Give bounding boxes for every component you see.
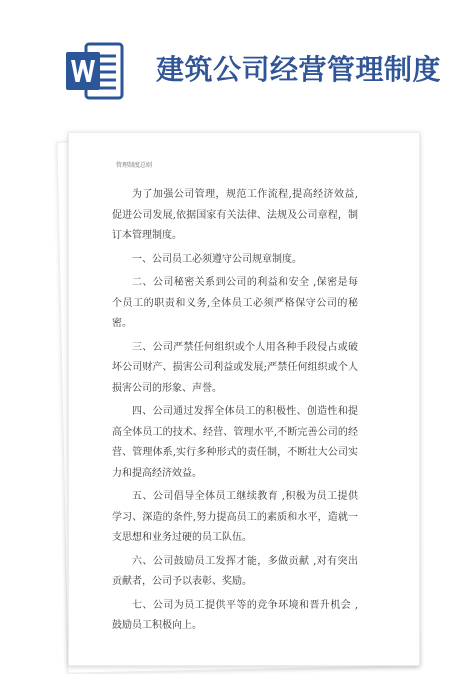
paragraph-7: 七、公司为员工提供平等的竞争环境和晋升机会 ,鼓励员工积极向上。: [112, 599, 358, 631]
paragraph-4: 四、公司通过发挥全体员工的积极性、创造性和提高全体员工的技术、经营、管理水平,不断完善公司的经营、管理体系,实行多种形式的责任制，不断壮大公司实力和提高经济效益。: [112, 406, 358, 479]
paragraph-6: 六、公司鼓励员工发挥才能，多做贡献 ,对有突出贡献者，公司予以表彰、奖励。: [112, 555, 358, 587]
page-title: 建筑公司经营管理制度: [156, 53, 442, 86]
word-document-icon: [64, 40, 126, 102]
header: [0, 0, 474, 120]
paragraph-1: 一、公司员工必须遵守公司规章制度。: [132, 253, 302, 265]
running-header: 管理制度总则: [116, 162, 153, 169]
paragraph-2: 二、公司秘密关系到公司的利益和安全 ,保密是每个员工的职责和义务,全体员工必须严格保守公司的秘密。: [112, 277, 358, 329]
document-body: [112, 160, 358, 640]
paragraph-5: 五、公司倡导全体员工继续教育 ,积极为员工提供学习、深造的条件,努力提高员工的素质和水平，造就一支思想和业务过硬的员工队伍。: [112, 491, 358, 543]
paragraph-intro: 为了加强公司管理，规范工作流程,提高经济效益,促进公司发展,依据国家有关法律、法规及公司章程，制订本管理制度。: [112, 189, 358, 241]
paragraph-3: 三、公司严禁任何组织或个人用各种手段侵占或破坏公司财产、损害公司利益或发展;严禁任何组织或个人损害公司的形象、声誉。: [112, 341, 358, 394]
